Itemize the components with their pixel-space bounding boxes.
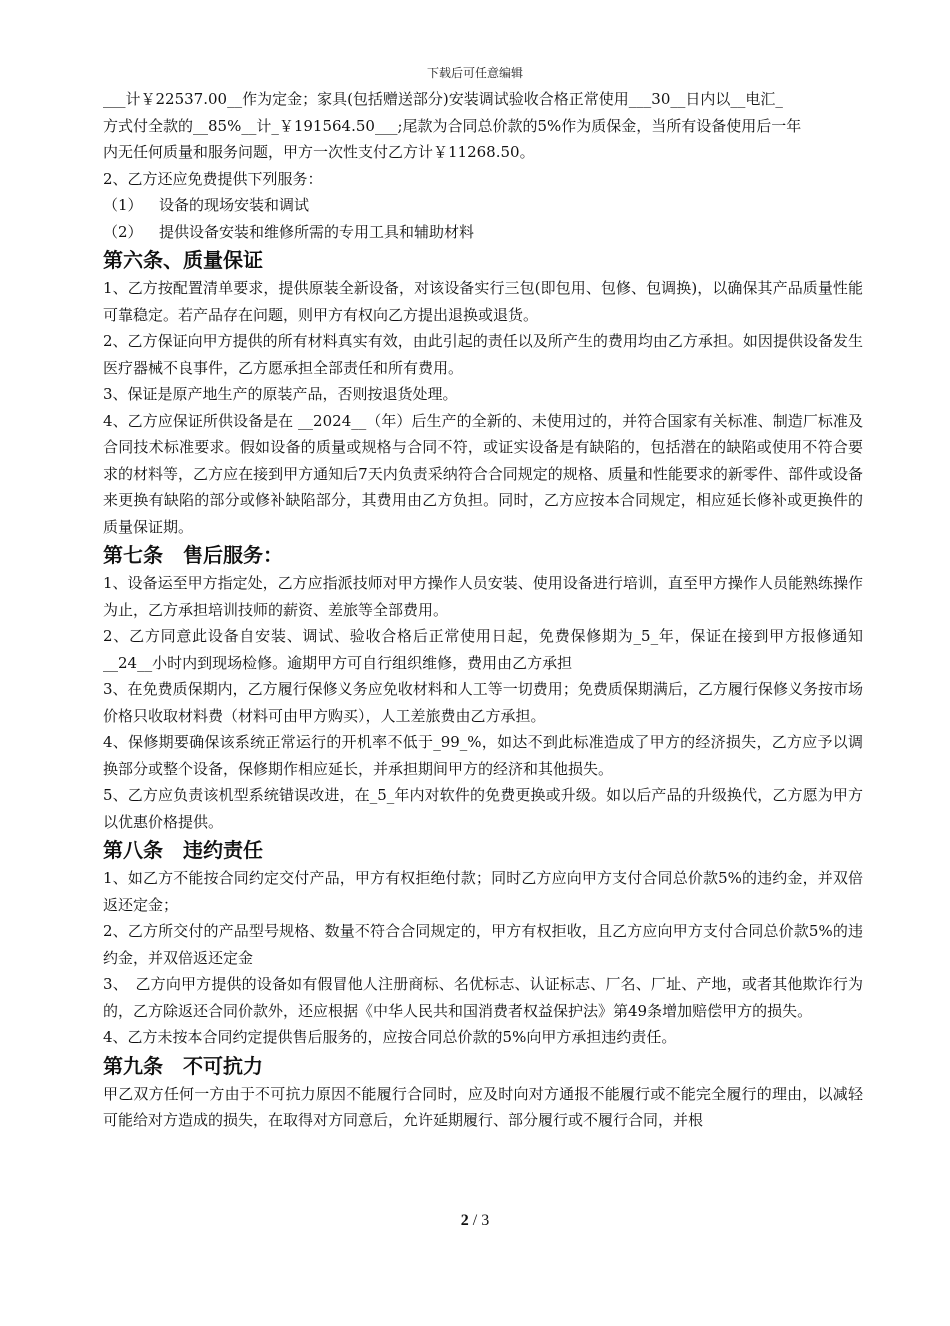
page-number	[0, 1212, 950, 1230]
payment-line-3: 内无任何质量和服务问题，甲方一次性支付乙方计￥11268.50。	[103, 143, 535, 161]
service-item-2-number: （2）	[103, 222, 143, 241]
payment-line-2: 方式付全款的__85%__计_￥191564.50___;尾款为合同总价款的5%作为质保金，当所有设备使用后一年	[103, 116, 802, 135]
page-separator: /	[472, 1212, 478, 1229]
payment-line-1: ___计￥22537.00__作为定金；家具(包括赠送部分)安装调试验收合格正常使用___30__日内以__电汇_	[103, 90, 783, 108]
service-item-2	[103, 219, 863, 246]
paragraph: 4、乙方未按本合同约定提供售后服务的，应按合同总价款的5%向甲方承担违约责任。	[103, 1028, 677, 1046]
page-header: 下载后可任意编辑	[426, 66, 523, 80]
paragraph: 5、乙方应负责该机型系统错误改进，在_5_年内对软件的免费更换或升级。如以后产品的升级换代，乙方愿为甲方以优惠价格提供。	[103, 786, 863, 831]
section-heading: 第六条、质量保证	[103, 248, 263, 272]
paragraph: 3、在免费质保期内，乙方履行保修义务应免收材料和人工等一切费用；免费质保期满后，乙方履行保修义务按市场价格只收取材料费（材料可由甲方购买），人工差旅费由乙方承担。	[103, 680, 863, 725]
free-services-intro: 2、乙方还应免费提供下列服务：	[103, 169, 323, 188]
service-item-1-number: （1）	[103, 196, 143, 214]
paragraph: 4、乙方应保证所供设备是在 __2024__（年）后生产的全新的、未使用过的，并符合国家有关标准、制造厂标准及合同技术标准要求。假如设备的质量或规格与合同不符，或证实设备是有缺陷的，包括潜在的缺陷或使用不符合要求的材料等，乙方应在接到甲方通知后7天内负责采纳符合合同规定的规格、质量和性能要求的新零件、部件或设备来更换有缺陷的部分或修补缺陷部分，其费用由乙方负担。同时，乙方应按本合同规定，相应延长修补或更换件的质量保证期。	[103, 411, 863, 536]
service-item-1	[103, 192, 863, 219]
section-heading: 第八条 违约责任	[103, 838, 263, 862]
section-heading: 第九条 不可抗力	[103, 1053, 263, 1078]
section-force-majeure	[103, 1051, 863, 1134]
paragraph: 1、如乙方不能按合同约定交付产品，甲方有权拒绝付款；同时乙方应向甲方支付合同总价款5%的违约金，并双倍返还定金；	[103, 869, 863, 914]
service-item-1-text: 设备的现场安装和调试	[159, 196, 310, 214]
paragraph: 2、乙方所交付的产品型号规格、数量不符合合同规定的，甲方有权拒收，且乙方应向甲方支付合同总价款5%的违约金，并双倍返还定金	[103, 922, 863, 967]
document-body	[103, 86, 863, 1134]
paragraph: 2、乙方保证向甲方提供的所有材料真实有效，由此引起的责任以及所产生的费用均由乙方承担。如因提供设备发生医疗器械不良事件，乙方愿承担全部责任和所有费用。	[103, 332, 863, 377]
section-heading: 第七条 售后服务：	[103, 543, 283, 567]
paragraph: 甲乙双方任何一方由于不可抗力原因不能履行合同时，应及时向对方通报不能履行或不能完全履行的理由，以减轻可能给对方造成的损失，在取得对方同意后，允许延期履行、部分履行或不履行合同，并根	[103, 1084, 863, 1129]
total-pages: 3	[481, 1212, 490, 1229]
current-page: 2	[460, 1212, 469, 1229]
paragraph: 1、乙方按配置清单要求，提供原装全新设备，对该设备实行三包(即包用、包修、包调换)，以确保其产品质量性能可靠稳定。若产品存在问题，则甲方有权向乙方提出退换或退货。	[103, 279, 863, 324]
paragraph: 4、保修期要确保该系统正常运行的开机率不低于_99_%，如达不到此标准造成了甲方的经济损失，乙方应予以调换部分或整个设备，保修期作相应延长，并承担期间甲方的经济和其他损失。	[103, 733, 863, 778]
paragraph: 3、 乙方向甲方提供的设备如有假冒他人注册商标、名优标志、认证标志、厂名、厂址、产地，或者其他欺诈行为的，乙方除返还合同价款外，还应根据《中华人民共和国消费者权益保护法》第49条增加赔偿甲方的损失。	[103, 975, 863, 1020]
service-item-2-text: 提供设备安装和维修所需的专用工具和辅助材料	[159, 222, 475, 241]
section-after-sales	[103, 540, 863, 835]
section-liability	[103, 835, 863, 1051]
section-quality	[103, 245, 863, 540]
paragraph: 3、保证是原产地生产的原装产品，否则按退货处理。	[103, 385, 458, 403]
paragraph: 1、设备运至甲方指定处，乙方应指派技师对甲方操作人员安装、使用设备进行培训，直至甲方操作人员能熟练操作为止，乙方承担培训技师的薪资、差旅等全部费用。	[103, 574, 863, 619]
paragraph: 2、乙方同意此设备自安装、调试、验收合格后正常使用日起，免费保修期为_5_年，保证在接到甲方报修通知__24__小时内到现场检修。逾期甲方可自行组织维修，费用由乙方承担	[103, 627, 863, 672]
